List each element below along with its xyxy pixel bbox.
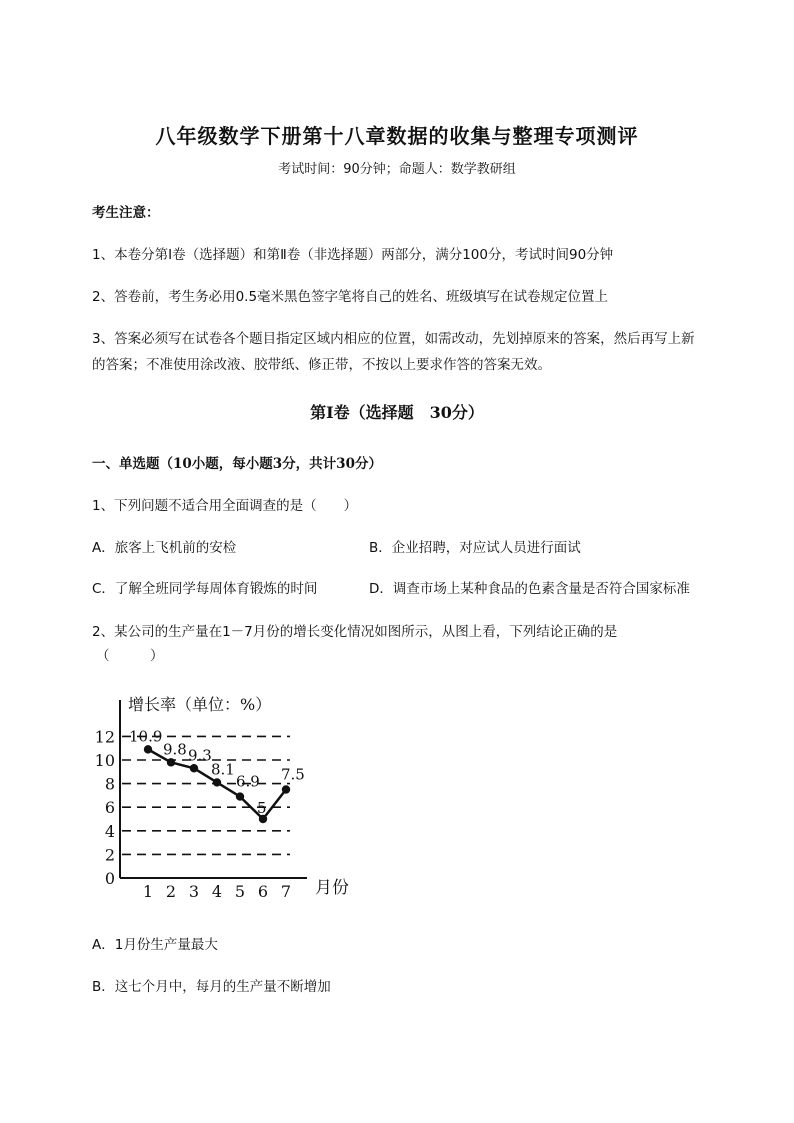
y-tick-label: 4 <box>104 821 115 841</box>
exam-subtitle: 考试时间：90分钟；命题人：数学教研组 <box>278 162 516 177</box>
option-b: B．这七个月中，每月的生产量不断增加 <box>92 979 331 995</box>
option-a: A．旅客上飞机前的安检 <box>92 540 237 556</box>
y-tick-label: 12 <box>95 727 115 747</box>
answer-paren: （ ） <box>96 648 164 664</box>
notice-heading: 考生注意： <box>92 205 160 221</box>
y-tick-label: 2 <box>104 845 115 865</box>
x-tick-label: 6 <box>257 882 269 901</box>
option-c: C．了解全班同学每周体育锻炼的时间 <box>92 581 318 597</box>
option-d: D．调查市场上某种食品的色素含量是否符合国家标准 <box>369 581 690 597</box>
y-tick-label: 0 <box>104 869 115 888</box>
section-title: 第I卷（选择题 30分） <box>310 403 484 422</box>
notice-item: 的答案；不准使用涂改液、胶带纸、修正带，不按以上要求作答的答案无效。 <box>92 357 551 373</box>
x-tick-label: 5 <box>234 882 246 901</box>
data-label: 9.3 <box>188 746 212 765</box>
data-label: 8.1 <box>211 760 235 779</box>
x-tick-label: 4 <box>211 882 223 901</box>
data-point <box>190 764 198 772</box>
x-tick-label: 1 <box>142 882 154 901</box>
data-point <box>236 792 244 800</box>
data-point <box>282 785 290 793</box>
data-label: 9.8 <box>163 740 187 759</box>
notice-item: 1、本卷分第I卷（选择题）和第Ⅱ卷（非选择题）两部分，满分100分，考试时间90分钟 <box>92 247 614 263</box>
y-axis-label: 增长率（单位：%） <box>128 695 272 714</box>
growth-rate-chart <box>95 688 365 908</box>
x-axis-label: 月份 <box>315 878 349 898</box>
part-heading: 一、单选题（10小题，每小题3分，共计30分） <box>92 456 382 472</box>
notice-item: 2、答卷前，考生务必用0.5毫米黑色签字笔将自己的姓名、班级填写在试卷规定位置上 <box>92 289 609 305</box>
x-tick-label: 3 <box>188 882 200 901</box>
page-title: 八年级数学下册第十八章数据的收集与整理专项测评 <box>155 124 639 148</box>
data-label: 7.5 <box>281 765 305 784</box>
option-b: B．企业招聘，对应试人员进行面试 <box>369 540 581 556</box>
x-tick-label: 7 <box>280 882 292 901</box>
notice-item: 3、答案必须写在试卷各个题目指定区域内相应的位置，如需改动，先划掉原来的答案，然后再写上新 <box>92 331 695 347</box>
y-tick-label: 8 <box>104 774 115 794</box>
question-stem: 2、某公司的生产量在1－7月份的增长变化情况如图所示，从图上看，下列结论正确的是 <box>92 624 618 640</box>
y-tick-label: 10 <box>95 751 115 770</box>
data-point <box>167 758 175 766</box>
data-point <box>144 745 152 753</box>
question-stem: 1、下列问题不适合用全面调查的是（ ） <box>92 498 358 514</box>
y-tick-label: 6 <box>104 798 115 818</box>
data-label: 6.9 <box>236 772 260 791</box>
data-label: 10.9 <box>129 727 163 746</box>
x-tick-label: 2 <box>165 882 177 901</box>
data-point <box>213 778 221 786</box>
data-label: 5 <box>257 799 267 817</box>
option-a: A．1月份生产量最大 <box>92 937 218 953</box>
